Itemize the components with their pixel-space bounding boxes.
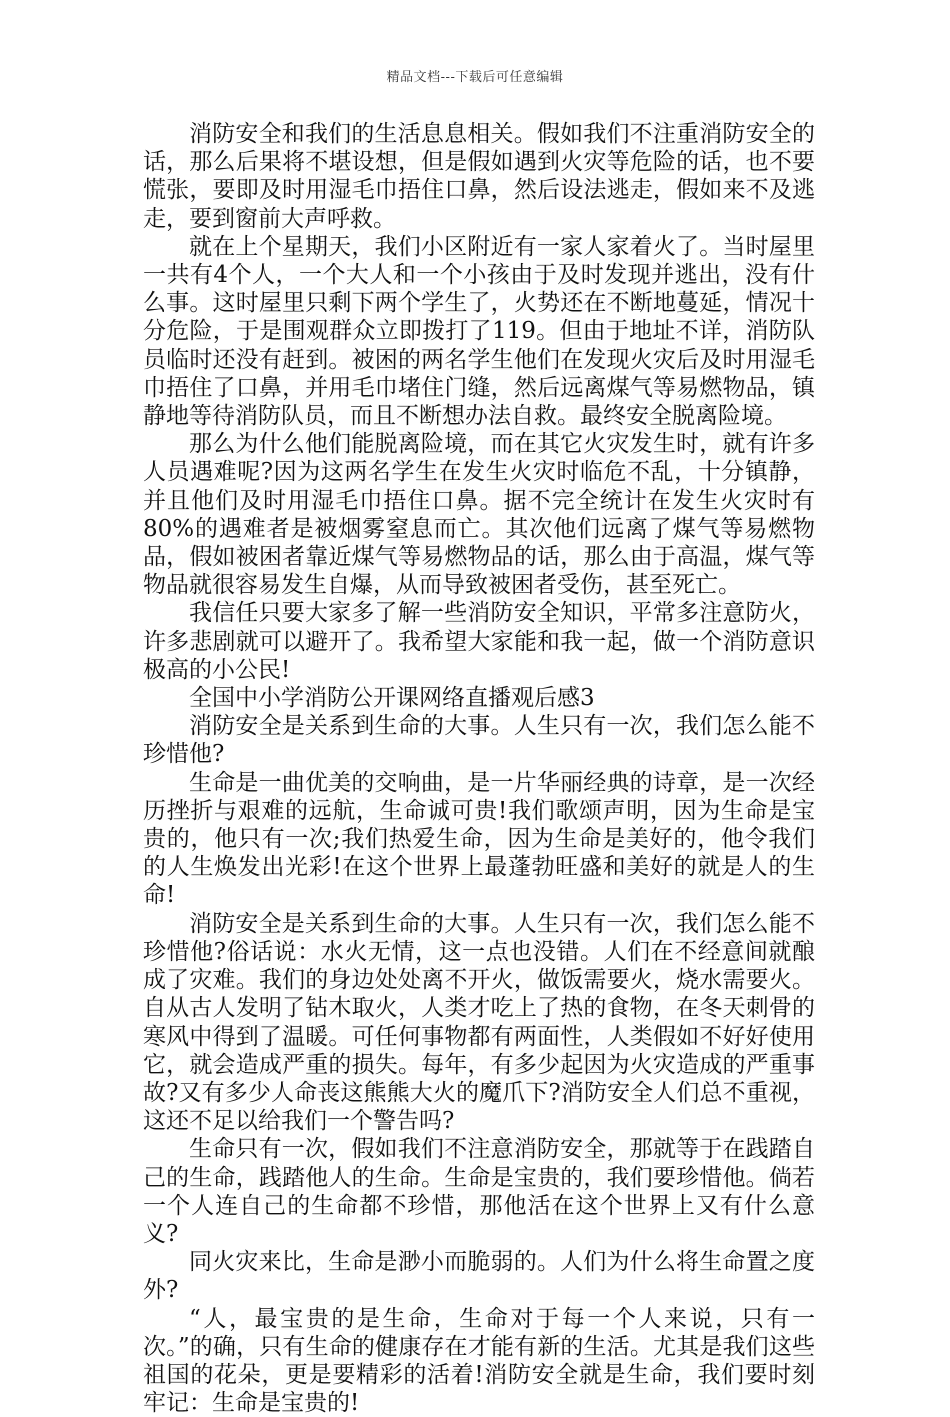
- paragraph: 那么为什么他们能脱离险境，而在其它火灾发生时，就有许多人员遇难呢?因为这两名学生在发生火灾时临危不乱，十分镇静，并且他们及时用湿毛巾捂住口鼻。据不完全统计在发生火灾时有80%的遇难者是被烟雾窒息而亡。其次他们远离了煤气等易燃物品，假如被困者靠近煤气等易燃物品的话，那么由于高温，煤气等物品就很容易发生自爆，从而导致被困者受伤，甚至死亡。: [143, 431, 815, 599]
- paragraph: 消防安全是关系到生命的大事。人生只有一次，我们怎么能不珍惜他?俗话说：水火无情，这一点也没错。人们在不经意间就酿成了灾难。我们的身边处处离不开火，做饭需要火，烧水需要火。自从古人发明了钻木取火，人类才吃上了热的食物，在冬天刺骨的寒风中得到了温暖。可任何事物都有两面性，人类假如不好好使用它，就会造成严重的损失。每年，有多少起因为火灾造成的严重事故?又有多少人命丧这熊熊大火的魔爪下?消防安全人们总不重视，这还不足以给我们一个警告吗?: [143, 910, 815, 1135]
- paragraph: 就在上个星期天，我们小区附近有一家人家着火了。当时屋里一共有4个人，一个大人和一个小孩由于及时发现并逃出，没有什么事。这时屋里只剩下两个学生了，火势还在不断地蔓延，情况十分危险，于是围观群众立即拨打了119。但由于地址不详，消防队员临时还没有赶到。被困的两名学生他们在发现火灾后及时用湿毛巾捂住了口鼻，并用毛巾堵住门缝，然后远离煤气等易燃物品，镇静地等待消防队员，而且不断想办法自救。最终安全脱离险境。: [143, 233, 815, 430]
- section-title: 全国中小学消防公开课网络直播观后感3: [189, 685, 595, 712]
- page-header: 精品文档---下载后可任意编辑: [386, 70, 564, 85]
- paragraph: 生命只有一次，假如我们不注意消防安全，那就等于在践踏自己的生命，践踏他人的生命。生命是宝贵的，我们要珍惜他。倘若一个人连自己的生命都不珍惜，那他活在这个世界上又有什么意义?: [143, 1136, 815, 1247]
- paragraph: 消防安全和我们的生活息息相关。假如我们不注重消防安全的话，那么后果将不堪设想，但是假如遇到火灾等危险的话，也不要慌张，要即及时用湿毛巾捂住口鼻，然后设法逃走，假如来不及逃走，要到窗前大声呼救。: [143, 121, 815, 232]
- document-body: [143, 120, 815, 1417]
- paragraph: 消防安全是关系到生命的大事。人生只有一次，我们怎么能不珍惜他?: [143, 713, 815, 768]
- paragraph: 同火灾来比，生命是渺小而脆弱的。人们为什么将生命置之度外?: [143, 1249, 815, 1304]
- paragraph: 我信任只要大家多了解一些消防安全知识，平常多注意防火，许多悲剧就可以避开了。我希望大家能和我一起，做一个消防意识极高的小公民!: [143, 600, 815, 683]
- paragraph: “人，最宝贵的是生命，生命对于每一个人来说，只有一次。”的确，只有生命的健康存在才能有新的生活。尤其是我们这些祖国的花朵，更是要精彩的活着!消防安全就是生命，我们要时刻牢记：生命是宝贵的!: [143, 1305, 815, 1417]
- paragraph: 生命是一曲优美的交响曲，是一片华丽经典的诗章，是一次经历挫折与艰难的远航，生命诚可贵!我们歌颂声明，因为生命是宝贵的，他只有一次;我们热爱生命，因为生命是美好的，他令我们的人生焕发出光彩!在这个世界上最蓬勃旺盛和美好的就是人的生命!: [143, 769, 815, 909]
